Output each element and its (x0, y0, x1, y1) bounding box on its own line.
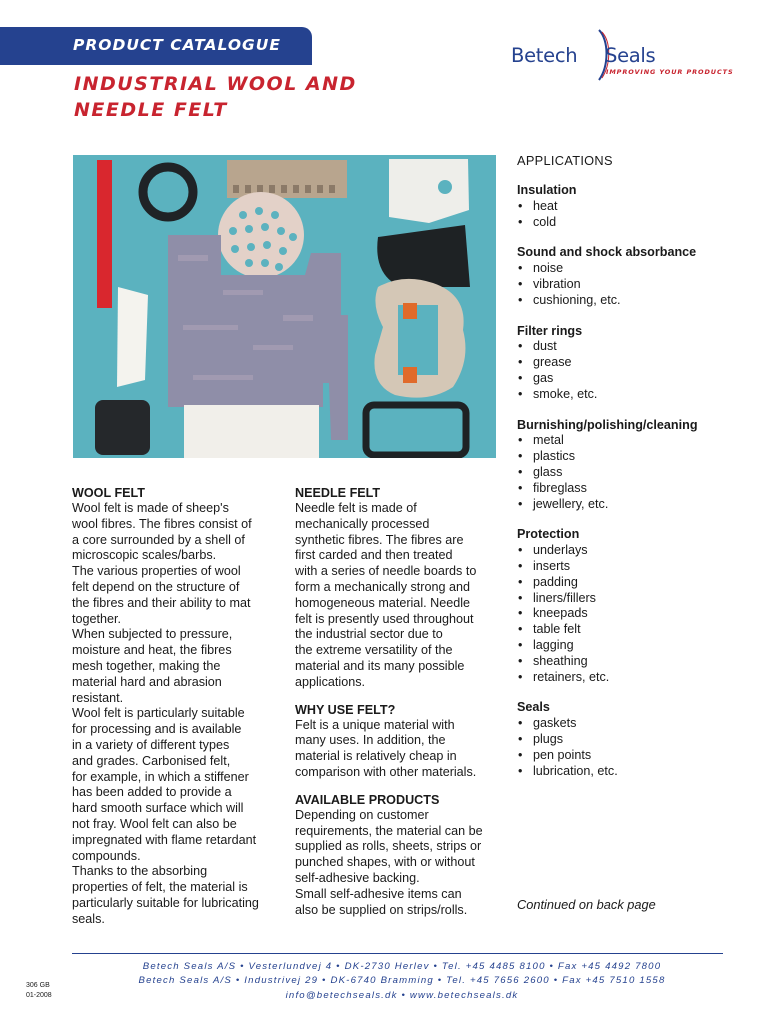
bullet-icon: • (518, 574, 523, 589)
application-list (517, 339, 737, 402)
application-item (517, 339, 737, 355)
application-item-label: vibration (533, 276, 581, 291)
bullet-icon: • (518, 449, 523, 464)
why-felt-heading: WHY USE FELT? (295, 702, 396, 717)
catalogue-banner (0, 27, 312, 65)
betech-seals-logo (505, 26, 735, 82)
application-list (517, 433, 737, 512)
wool-felt-section (72, 485, 287, 928)
application-item-label: lagging (533, 637, 574, 652)
application-item (517, 465, 737, 481)
needle-felt-body: Needle felt is made of mechanically processed synthetic fibres. The fibres are first carded and then treated with a series of needle boards to form a mechanically strong and homogeneous material. Needle felt is presently used throughout the industrial sector due to the extreme versatility of the material and its many possible applications. (295, 501, 477, 689)
application-item-label: sheathing (533, 653, 588, 668)
wool-felt-heading: WOOL FELT (72, 486, 145, 500)
application-item (517, 371, 737, 387)
application-item-label: plugs (533, 731, 564, 746)
application-item (517, 293, 737, 309)
application-item-label: table felt (533, 622, 581, 637)
available-products-heading: AVAILABLE PRODUCTS (295, 792, 440, 807)
bullet-icon: • (518, 214, 523, 229)
bullet-icon: • (518, 716, 523, 731)
application-list (517, 261, 737, 308)
application-item (517, 654, 737, 670)
application-item-label: metal (533, 433, 564, 448)
application-item-label: lubrication, etc. (533, 763, 618, 778)
bullet-icon: • (518, 606, 523, 621)
application-item-label: dust (533, 339, 557, 354)
banner-label: PRODUCT CATALOGUE (73, 36, 281, 54)
application-item-label: cold (533, 214, 557, 229)
felt-products-photo (73, 155, 496, 458)
application-item-label: retainers, etc. (533, 669, 610, 684)
application-item (517, 622, 737, 638)
application-item (517, 670, 737, 686)
application-item (517, 449, 737, 465)
application-item-label: grease (533, 355, 572, 370)
application-item-label: noise (533, 261, 564, 276)
application-list (517, 199, 737, 231)
application-category: Burnishing/polishing/cleaning (517, 417, 698, 432)
applications-column (517, 153, 737, 794)
application-item (517, 261, 737, 277)
bullet-icon: • (518, 543, 523, 558)
bullet-icon: • (518, 386, 523, 401)
footer-email-web: info@betechseals.dk • www.betechseals.dk (285, 989, 519, 1001)
logo-word-betech: Betech (511, 44, 578, 67)
application-item-label: heat (533, 198, 558, 213)
wool-felt-body: Wool felt is made of sheep's wool fibres. The fibres consist of a core surrounded by a shell of microscopic scales/barbs. The various properties of wool felt depend on the structure of the fibres and their ability to mat together. When subjected to pressure, moisture and heat, the fibres mesh together, making the material hard and abrasion resistant. Wool felt is particularly suitable for processing and is available in a variety of different types and grades. Carbonised felt, for example, in which a stiffener has been added to provide a hard smooth surface which will not fray. Wool felt can also be impregnated with flame retardant compounds. Thanks to the absorbing properties of felt, the material is particularly suitable for lubricating seals. (72, 501, 259, 926)
application-list (517, 716, 737, 779)
application-item-label: gaskets (533, 716, 577, 731)
document-number: 306 GB (26, 982, 50, 989)
application-item-label: cushioning, etc. (533, 292, 621, 307)
bullet-icon: • (518, 339, 523, 354)
application-item-label: plastics (533, 449, 575, 464)
application-item (517, 638, 737, 654)
bullet-icon: • (518, 669, 523, 684)
bullet-icon: • (518, 590, 523, 605)
footer-address-herlev: Betech Seals A/S • Vesterlundvej 4 • DK-2730 Herlev • Tel. +45 4485 8100 • Fax +45 4492 7800 (142, 961, 662, 972)
bullet-icon: • (518, 261, 523, 276)
application-item-label: padding (533, 574, 578, 589)
bullet-icon: • (518, 464, 523, 479)
application-groups (517, 183, 737, 779)
application-item (517, 355, 737, 371)
bullet-icon: • (518, 355, 523, 370)
application-category: Sound and shock absorbance (517, 245, 697, 260)
bullet-icon: • (518, 496, 523, 511)
footer-contact (72, 960, 732, 1003)
application-item (517, 559, 737, 575)
application-item-label: glass (533, 464, 563, 479)
logo-tagline: IMPROVING YOUR PRODUCTS (606, 68, 734, 76)
bullet-icon: • (518, 276, 523, 291)
application-item (517, 606, 737, 622)
application-category: Protection (517, 527, 580, 542)
application-category: Insulation (517, 183, 577, 197)
application-item (517, 277, 737, 293)
application-item (517, 716, 737, 732)
bullet-icon: • (518, 480, 523, 495)
footer-divider (72, 953, 723, 954)
continued-note: Continued on back page (517, 897, 656, 912)
applications-title: APPLICATIONS (517, 153, 613, 168)
application-item-label: pen points (533, 747, 592, 762)
bullet-icon: • (518, 433, 523, 448)
application-item (517, 215, 737, 231)
application-item-label: inserts (533, 558, 571, 573)
needle-felt-heading: NEEDLE FELT (295, 486, 381, 500)
application-item (517, 748, 737, 764)
document-date: 01-2008 (26, 991, 52, 999)
bullet-icon: • (518, 292, 523, 307)
why-felt-body: Felt is a unique material with many uses. In addition, the material is relatively cheap in comparison with other materials. (295, 717, 477, 779)
bullet-icon: • (518, 558, 523, 573)
footer-address-bramming: Betech Seals A/S • Industrivej 29 • DK-6740 Bramming • Tel. +45 7656 2600 • Fax +45 7510 1558 (138, 975, 666, 987)
felt-parts-illustration (73, 155, 496, 458)
bullet-icon: • (518, 637, 523, 652)
bullet-icon: • (518, 763, 523, 778)
application-item (517, 433, 737, 449)
title-line-1: INDUSTRIAL WOOL AND (74, 73, 357, 95)
application-item-label: gas (533, 370, 554, 385)
application-item (517, 543, 737, 559)
application-item-label: liners/fillers (533, 590, 596, 605)
bullet-icon: • (518, 198, 523, 213)
page-title (74, 71, 414, 123)
needle-felt-column (295, 485, 510, 918)
application-category: Seals (517, 700, 550, 715)
application-list (517, 543, 737, 685)
bullet-icon: • (518, 731, 523, 746)
title-line-2: NEEDLE FELT (74, 99, 228, 121)
application-item-label: fibreglass (533, 480, 587, 495)
application-item-label: underlays (533, 543, 588, 558)
application-item (517, 764, 737, 780)
application-item (517, 387, 737, 403)
document-code (26, 981, 52, 1000)
bullet-icon: • (518, 747, 523, 762)
bullet-icon: • (518, 370, 523, 385)
application-category: Filter rings (517, 323, 583, 338)
application-item (517, 481, 737, 497)
bullet-icon: • (518, 622, 523, 637)
application-item (517, 497, 737, 513)
application-item-label: jewellery, etc. (533, 496, 609, 511)
available-products-body: Depending on customer requirements, the material can be supplied as rolls, sheets, strips or punched shapes, with or without self-adhesive backing. Small self-adhesive items can also be supplied on strips/rolls. (295, 807, 483, 917)
application-item (517, 199, 737, 215)
application-item (517, 732, 737, 748)
application-item (517, 575, 737, 591)
application-item-label: smoke, etc. (533, 386, 598, 401)
bullet-icon: • (518, 653, 523, 668)
application-item-label: kneepads (533, 606, 588, 621)
logo-word-seals: Seals (605, 44, 656, 67)
application-item (517, 591, 737, 607)
